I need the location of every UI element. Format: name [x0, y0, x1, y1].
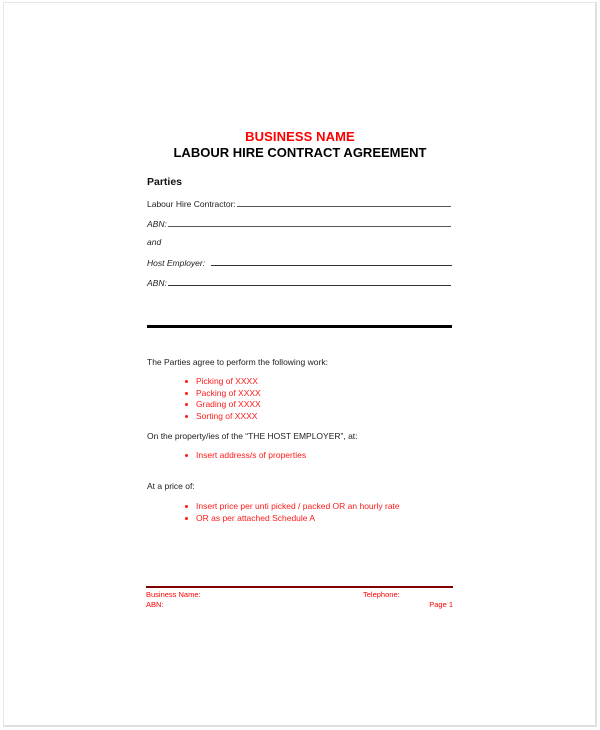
- contractor-abn-blank-line[interactable]: [168, 225, 451, 227]
- contractor-abn-field[interactable]: [147, 217, 451, 229]
- footer-telephone: Telephone:: [363, 590, 400, 599]
- footer-page-number: Page 1: [429, 600, 453, 609]
- list-item: Picking of XXXX: [182, 376, 261, 388]
- section-divider: [147, 325, 452, 328]
- host-abn-blank-line[interactable]: [168, 284, 451, 286]
- property-items-list: [182, 450, 306, 462]
- and-label: and: [147, 237, 162, 247]
- footer-business-name: Business Name:: [146, 590, 201, 599]
- list-item: Insert price per unti picked / packed OR an hourly rate: [182, 501, 400, 513]
- contractor-abn-label: ABN:: [147, 219, 167, 229]
- list-item: Insert address/s of properties: [182, 450, 306, 462]
- price-items-list: [182, 501, 400, 524]
- document-title: LABOUR HIRE CONTRACT AGREEMENT: [173, 145, 427, 160]
- contractor-label: Labour Hire Contractor:: [147, 199, 236, 209]
- host-employer-field[interactable]: [147, 256, 452, 268]
- list-item: Packing of XXXX: [182, 388, 261, 400]
- host-abn-label: ABN:: [147, 278, 167, 288]
- contractor-blank-line[interactable]: [237, 205, 451, 207]
- parties-heading: Parties: [147, 176, 183, 188]
- list-item: OR as per attached Schedule A: [182, 513, 400, 525]
- host-employer-label: Host Employer:: [147, 258, 206, 268]
- price-intro: At a price of:: [147, 481, 195, 491]
- property-intro: On the property/ies of the “THE HOST EMPLOYER”, at:: [147, 431, 358, 441]
- business-name-heading: BUSINESS NAME: [245, 129, 355, 144]
- host-abn-field[interactable]: [147, 276, 451, 288]
- footer-rule: [146, 586, 453, 588]
- list-item: Sorting of XXXX: [182, 411, 261, 423]
- host-employer-blank-line[interactable]: [211, 264, 452, 266]
- work-items-list: [182, 376, 261, 422]
- work-intro: The Parties agree to perform the following work:: [147, 357, 328, 367]
- footer-abn: ABN:: [146, 600, 164, 609]
- contractor-field[interactable]: [147, 197, 451, 209]
- list-item: Grading of XXXX: [182, 399, 261, 411]
